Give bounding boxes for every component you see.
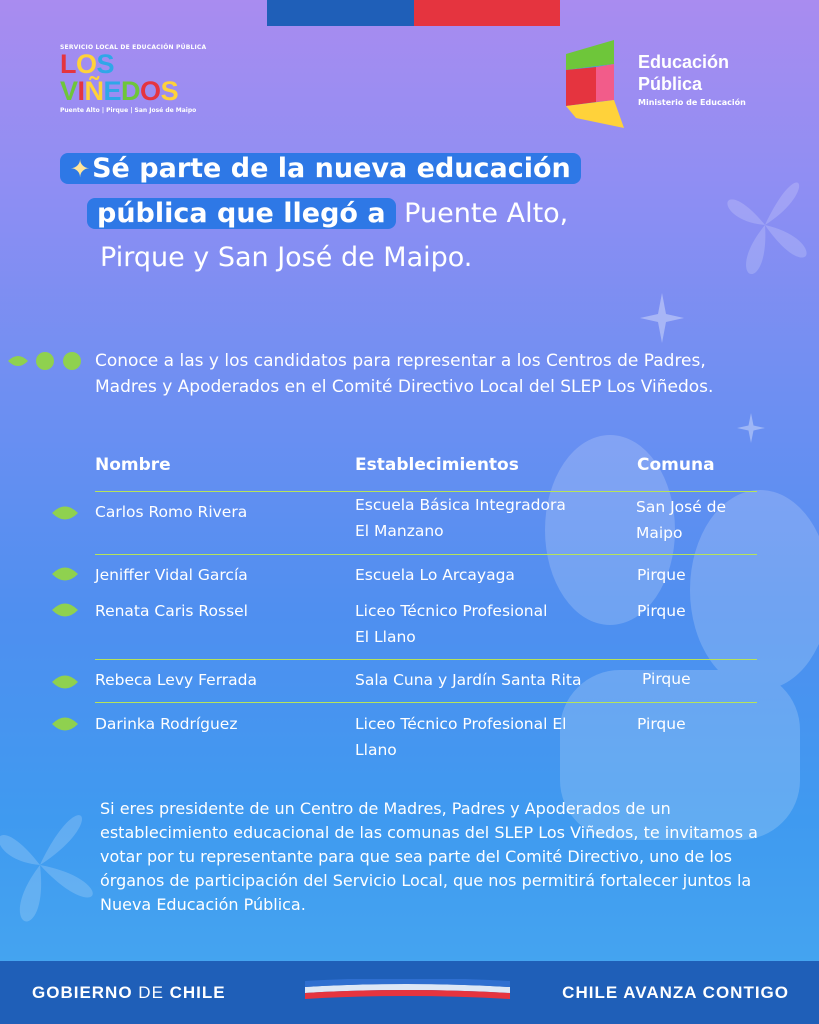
footer-bar xyxy=(0,961,819,1024)
leaf-bullet-icon xyxy=(50,601,80,619)
row1-commune-l2: Maipo xyxy=(636,524,683,542)
row4-commune-l1: Pirque xyxy=(642,670,691,688)
row5-school-l2: Llano xyxy=(355,741,397,759)
educacion-publica-mark xyxy=(566,40,626,130)
gov-bold2: CHILE xyxy=(169,983,226,1002)
headline-box1 xyxy=(60,153,581,184)
portrait-decoration xyxy=(540,420,819,840)
slep-los-vinedos-logo xyxy=(60,44,220,114)
ministry-line1: Educación xyxy=(638,52,730,72)
table-rule xyxy=(95,554,757,555)
headline-part1: Sé parte de la nueva educación xyxy=(92,153,571,184)
slep-name-line1: LOS xyxy=(60,49,115,79)
educacion-publica-logo xyxy=(566,40,766,130)
sparkle-icon: ✦ xyxy=(70,155,91,183)
table-rule xyxy=(95,702,757,703)
top-bar-red xyxy=(414,0,561,26)
slep-small-label: SERVICIO LOCAL DE EDUCACIÓN PÚBLICA xyxy=(60,44,207,51)
row3-name: Renata Caris Rossel xyxy=(95,602,248,620)
headline-part2-rest: Puente Alto, xyxy=(395,198,569,229)
chile-flag-stripe xyxy=(305,979,510,1003)
chile-avanza-contigo: CHILE AVANZA CONTIGO xyxy=(562,983,789,1002)
intro-text: Conoce a las y los candidatos para representar a los Centros de Padres, Madres y Apoderados en el Comité Directivo Local del SLEP Los Viñedos. xyxy=(95,351,714,397)
slep-name-line2: VIÑEDOS xyxy=(60,76,179,106)
sparkle-decoration xyxy=(737,413,765,443)
row5-school-l1: Liceo Técnico Profesional El xyxy=(355,715,567,733)
row3-school-l2: El Llano xyxy=(355,628,416,646)
headline-part2: pública que llegó a xyxy=(87,198,396,229)
ministry-line3: Ministerio de Educación xyxy=(638,98,746,107)
gobierno-de-chile xyxy=(32,983,226,1003)
top-color-bar xyxy=(267,0,560,26)
leaf-bullet-icon xyxy=(50,565,80,583)
headline-line2 xyxy=(87,196,568,232)
closing-text: Si eres presidente de un Centro de Madres, Padres y Apoderados de un establecimiento educacional de las comunas del SLEP Los Viñedos, te invitamos a votar por tu representante para que sea parte del Comité Directivo, uno de los órganos de participación del Servicio Local, que nos permitirá fortalecer juntos la Nueva Educación Pública. xyxy=(100,799,758,914)
row2-school-l1: Escuela Lo Arcayaga xyxy=(355,566,515,584)
row1-school-l2: El Manzano xyxy=(355,522,444,540)
row1-school-l1: Escuela Básica Integradora xyxy=(355,496,566,514)
slep-communes: Puente Alto | Pirque | San José de Maipo xyxy=(60,107,197,114)
three-dots-icon xyxy=(8,352,84,370)
leaf-bullet-icon xyxy=(50,673,80,691)
row3-commune-l1: Pirque xyxy=(637,602,686,620)
row2-commune-l1: Pirque xyxy=(637,566,686,584)
leaf-bullet-icon xyxy=(50,715,80,733)
header-establecimientos: Establecimientos xyxy=(355,455,519,475)
row1-commune-l1: San José de xyxy=(636,498,727,516)
flower-decoration xyxy=(700,150,819,300)
row2-name: Jeniffer Vidal García xyxy=(95,566,248,584)
headline-line1 xyxy=(60,151,581,187)
top-bar-blue xyxy=(267,0,414,26)
leaf-bullet-icon xyxy=(50,504,80,522)
row5-commune-l1: Pirque xyxy=(637,715,686,733)
gov-thin: DE xyxy=(132,983,170,1002)
sparkle-decoration xyxy=(640,293,684,343)
row4-name: Rebeca Levy Ferrada xyxy=(95,671,258,689)
gov-bold1: GOBIERNO xyxy=(32,983,133,1002)
row5-name: Darinka Rodríguez xyxy=(95,715,238,733)
row3-school-l1: Liceo Técnico Profesional xyxy=(355,602,548,620)
header-comuna: Comuna xyxy=(637,455,715,475)
row1-name: Carlos Romo Rivera xyxy=(95,503,248,521)
ministry-line2: Pública xyxy=(638,74,703,94)
header-nombre: Nombre xyxy=(95,455,171,475)
table-rule xyxy=(95,659,757,660)
headline-part3: Pirque y San José de Maipo. xyxy=(100,242,473,273)
row4-school-l1: Sala Cuna y Jardín Santa Rita xyxy=(355,671,582,689)
